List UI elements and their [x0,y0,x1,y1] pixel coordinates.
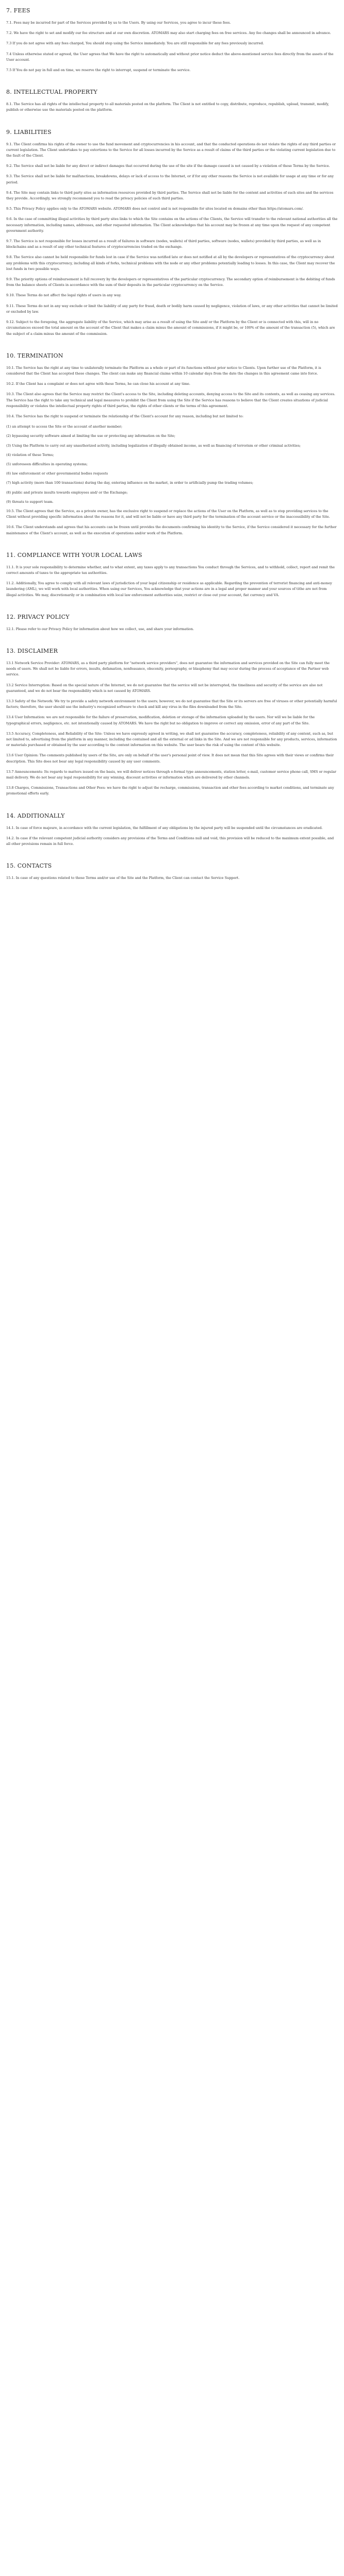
paragraph: 9.5. This Privacy Policy applies only to the ATOMARS website. ATOMARS does not control and is not responsible for sites located on domains other than https://atomars.com/. [6,207,304,211]
paragraph: 14.1. In case of force majeure, in accordance with the current legislation, the fulfillment of any obligations by the injured party will be suspended until the circumstances are eradicated. [6,825,323,830]
paragraph: 13.4 User Information: we are not responsible for the failure of preservation, modification, deletion or storage of the information uploaded by the users. Nor will we be liable for the typographical errors, negligence, etc. not intentionally caused by ATOMARS. We have the right but no obligation to improve or correct any omission, error of any part of the Site. [6,715,315,725]
paragraph: 13.6 User Opinion: The comments published by users of the Site, are only on behalf of the user's personal point of view. It does not mean that this Site agrees with their views or confirms their description. This Site does not bear any legal responsibility caused by any user comments. [6,753,334,764]
paragraph: 7.1. Fees may be incurred for part of the Services provided by us to the Users. By using our Services, you agree to incur these fees. [6,21,231,25]
list-item: (9) threats to support team. [6,499,54,504]
paragraph: 11.2. Additionally, You agree to comply with all relevant laws of jurisdiction of your legal citizenship or residence as applicable. Regarding the prevention of terrorist financing and anti-money laundering (AML), we will work with local authorities. When using our Services, You acknowledge that your actions are in a legal and proper manner and your sources of tithe are not from illegal activities. We may, discretionarily or in combination with local law enforcement authorities seize, restrict or close out your account, fiat currency and VA. [6,581,332,597]
paragraph: 7.3 If you do not agree with any fees charged, You should stop using the Service immediately. You are still responsible for any fees previously incurred. [6,41,264,46]
list-item: (7) high activity (more than 100 transactions) during the day, entering influence on the market, in order to artificially pump the trading volumes; [6,481,254,485]
paragraph: 15.1. In case of any questions related to these Terms and/or use of the Site and the Platform, the Client can contact the Service Support. [6,876,240,880]
section-termination [6,352,338,536]
list-item: (2) bypassing security software aimed at limiting the use or protecting any information on the Site; [6,434,175,438]
section-title: 8. INTELLECTUAL PROPERTY [6,89,98,96]
section-title: 11. COMPLIANCE WITH YOUR LOCAL LAWS [6,551,142,558]
section-privacy-policy [6,614,338,632]
paragraph: 9.1. The Client confirms his rights of the owner to use the fund movement and cryptocurrencies in his account, and that the conducted operations do not violate the rights of any third parties or current legislation. The Client undertakes to pay extortions to the Service for all losses incurred by the Service as a result of claims of the third parties or the violating current legislation due to the fault of the Client. [6,142,336,158]
paragraph: 10.4. The Service has the right to suspend or terminate the relationship of the Client's account for any reason, including but not limited to: [6,414,244,418]
section-contacts [6,862,338,881]
paragraph: 10.3. The Client also agrees that the Service may restrict the Client's access to the Site, including deleting accounts, denying access to the Site and its contents, as well as ceasing any services. The Service has the right to take any technical and legal measures to prohibit the Client from using the Site if the Service has reasons to believe that the Client creates situations of judicial responsibility or violates the intellectual property rights of third parties, the rights of other clients or the terms of this agreement. [6,392,335,408]
section-title: 7. FEES [6,7,30,14]
list-item: (6) law enforcement or other governmental bodies requests [6,471,108,476]
paragraph: 9.12. Subject to the foregoing, the aggregate liability of the Service, which may arise as a result of using the Site and/ or the Platform by the Client or is connected with this, will in no circumstances exceed the total amount on the account of the Client that makes a claim minus the amount of commissions, if it might be, or 100% of the amount of the transaction (5), which are the subject of a claim minus the amount of the commission. [6,320,335,336]
section-additionally [6,812,338,848]
paragraph: 7.5 If You do not pay in full and on time, we reserve the right to interrupt, suspend or terminate the service. [6,68,191,73]
section-title: 9. LIABILITIES [6,128,52,135]
paragraph: 9.2. The Service shall not be liable for any direct or indirect damages that occurred during the use of the site if the damage caused is not caused by a violation of these Terms by the Service. [6,164,330,168]
paragraph: 13.7 Announcements: Its regards to matters issued on the basis, we will deliver notices through e-formal type announcements, station letter, e-mail, customer service phone call, SMS or regular mail delivery. We do not bear any legal responsibility for any winning, discount activities or information which are delivered by other channels. [6,769,336,780]
paragraph: 10.5. The Client agrees that the Service, as a private owner, has the exclusive right to suspend or replace the actions of the User on the Platform, as well as to stop providing services to the Client without providing specific information about the reasons for it, and will not be liable or have any third party for the termination of the account service or the inaccessibility of the Site. [6,509,330,519]
paragraph: 13.8 Charges, Commissions, Transactions and Other Fees: we have the right to adjust the recharge, commissions, transaction and other fees according to market conditions, and terminate any promotional efforts early. [6,786,334,796]
paragraph: 9.9. The priority options of reimbursement is full recovery by the developers or representatives of the particular cryptocurrency. The secondary option of reimbursement is the debiting of funds from the balance sheets of Clients in accordance with the sum of their deposits in the particular cryptocurrency on the Service. [6,277,335,287]
paragraph: 8.1. The Service has all rights of the intellectual property to all materials posted on the platform. The Client is not entitled to copy, distribute, reproduce, republish, upload, transmit, modify, publish or otherwise use the materials posted on the platform. [6,102,329,112]
section-title: 15. CONTACTS [6,862,52,870]
paragraph: 14.2. In case if the relevant competent judicial authority considers any provisions of the Terms and Conditions null and void, this provision will be reduced to the maximum extent possible, and all other provisions remain in full force. [6,836,334,846]
paragraph: 9.4. The Site may contain links to third party sites as information resources provided by third parties. The Service shall not be liable for the content and activities of such sites and the services they provide. Accordingly, we strongly recommend you to read the privacy policies of such third parties. [6,190,334,201]
section-title: 10. TERMINATION [6,352,63,359]
paragraph: 9.10. These Terms do not affect the legal rights of users in any way. [6,293,122,298]
paragraph: 11.1. It is your sole responsibility to determine whether, and to what extent, any taxes apply to any transactions You conduct through the Services, and to withhold, collect, report and remit the correct amounts of taxes to the appropriate tax authorities. [6,565,335,575]
list-item: (4) violation of these Terms; [6,452,54,457]
paragraph: 9.3. The Service shall not be liable for malfunctions, breakdowns, delays or lack of access to the Internet, or if for any other reasons the Service is not available for usage at any time or for any period. [6,174,334,184]
paragraph: 9.7. The Service is not responsible for losses incurred as a result of failures in software (nodes, wallets) of third parties, software (nodes, wallets) provided by third parties, as well as in blockchains and as a result of any other technical features of cryptocurrencies traded on the exchange. [6,239,321,249]
list-item: (1) an attempt to access the Site or the account of another member; [6,425,123,429]
paragraph: 10.2. If the Client has a complaint or does not agree with these Terms, he can close his account at any time. [6,382,190,386]
privacy-policy-link-paragraph[interactable]: 12.1. Please refer to our Privacy Policy for information about how we collect, use, and share your information. [6,626,194,631]
section-title: 14. ADDITIONALLY [6,812,65,819]
paragraph: 10.6. The Client understands and agrees that his accounts can be frozen until provides the documents confirming his identity to the Service, if the Service considered it necessary for the further maintenance of the Client's account, as well as the execution of operations and/or work of the Platform. [6,525,337,535]
paragraph: 7.2. We have the right to set and modify our fee structure and at our own discretion. ATOMARS may also start charging fees on free services. Any fee changes shall be announced in advance. [6,31,331,36]
termination-reasons-list [6,424,338,505]
section-liabilities [6,129,338,337]
paragraph: 13.5 Accuracy, Completeness, and Reliability of the Site: Unless we have expressly agreed in writing, we shall not guarantee the accuracy, completeness, reliability of any content, such as, but not limited to, advertising from the platform in any manner, including the contained and all the external or ad links in the Site. And we are not responsible for any products, services, information or materials purchased or obtained by the user according to the content information on this website. The user bears the risk of using the content of this website. [6,731,337,748]
paragraph: 10.1. The Service has the right at any time to unilaterally terminate the Platform as a whole or part of its functions without prior notice to Clients. Upon further use of the Platform, it is considered that the Client has accepted these changes. The client can make any financial claims within 10 calendar days from the date the changes in this agreement came into force. [6,365,321,376]
list-item: (8) public and private insults towards employees and/ or the Exchange; [6,490,128,495]
section-title: 13. DISCLAIMER [6,647,58,654]
paragraph: 7.4 Unless otherwise stated or agreed, the User agrees that We have the right to automatically and without prior notice deduct the above-mentioned service fees directly from the assets of the User account. [6,52,334,62]
list-item: (3) Using the Platform to carry out any unauthorized activity, including legalization of illegally obtained income, as well as financing of terrorism or other criminal activities; [6,443,301,448]
list-item: (5) unforeseen difficulties in operating systems; [6,462,88,466]
paragraph: 9.6. In the case of committing illegal activities by third party sites links to which the Site contains on the actions of the Clients, the Service will transfer to the relevant national authorities all the necessary information, including names, addresses, and other requested information. The Client acknowledges that his account may be frozen at any time upon the request of any competent government authority. [6,217,338,233]
terms-document [0,0,344,896]
paragraph: 9.11. These Terms do not in any way exclude or limit the liability of any party for fraud, death or bodily harm caused by negligence, violation of laws, or any other activities that cannot be limited or excluded by law. [6,303,338,314]
section-title: 12. PRIVACY POLICY [6,613,70,620]
paragraph: 13.2 Service Interruption: Based on the special nature of the Internet, we do not guarantee that the service will not be interrupted, the timeliness and security of the service are also not guaranteed, and we do not bear the responsibility which is not caused by ATOMARS. [6,683,323,693]
paragraph: 13.1 Network Service Provider: ATOMARS, as a third party platform for "network service providers", does not guarantee the information and services provided on the Site can fully meet the needs of users. We shall not be liable for errors, insults, defamation, nonfeasance, obscenity, pornography, or blasphemy that may occur during the process of acceptance of the Partner web service. [6,660,330,677]
section-compliance [6,552,338,598]
paragraph: 13.3 Safety of the Network: We try to provide a safety network environment to the users; however, we do not guarantee that the Site or its servers are free of viruses or other potentially harmful factors; therefore, the user should use the industry's recognized software to check and kill any virus in the files downloaded from the Site. [6,699,337,709]
paragraph: 9.8. The Service also cannot be held responsible for funds lost in case if the Service was notified late or does not notified at all by the developers or representatives of the cryptocurrency about any problems with this cryptocurrency, including all kinds of forks, technical problems with the node or any other problems potentially leading to losses. In this case, the Client may recover the lost funds in two possible ways. [6,255,335,271]
section-disclaimer [6,648,338,797]
section-fees [6,7,338,73]
section-intellectual-property [6,89,338,113]
